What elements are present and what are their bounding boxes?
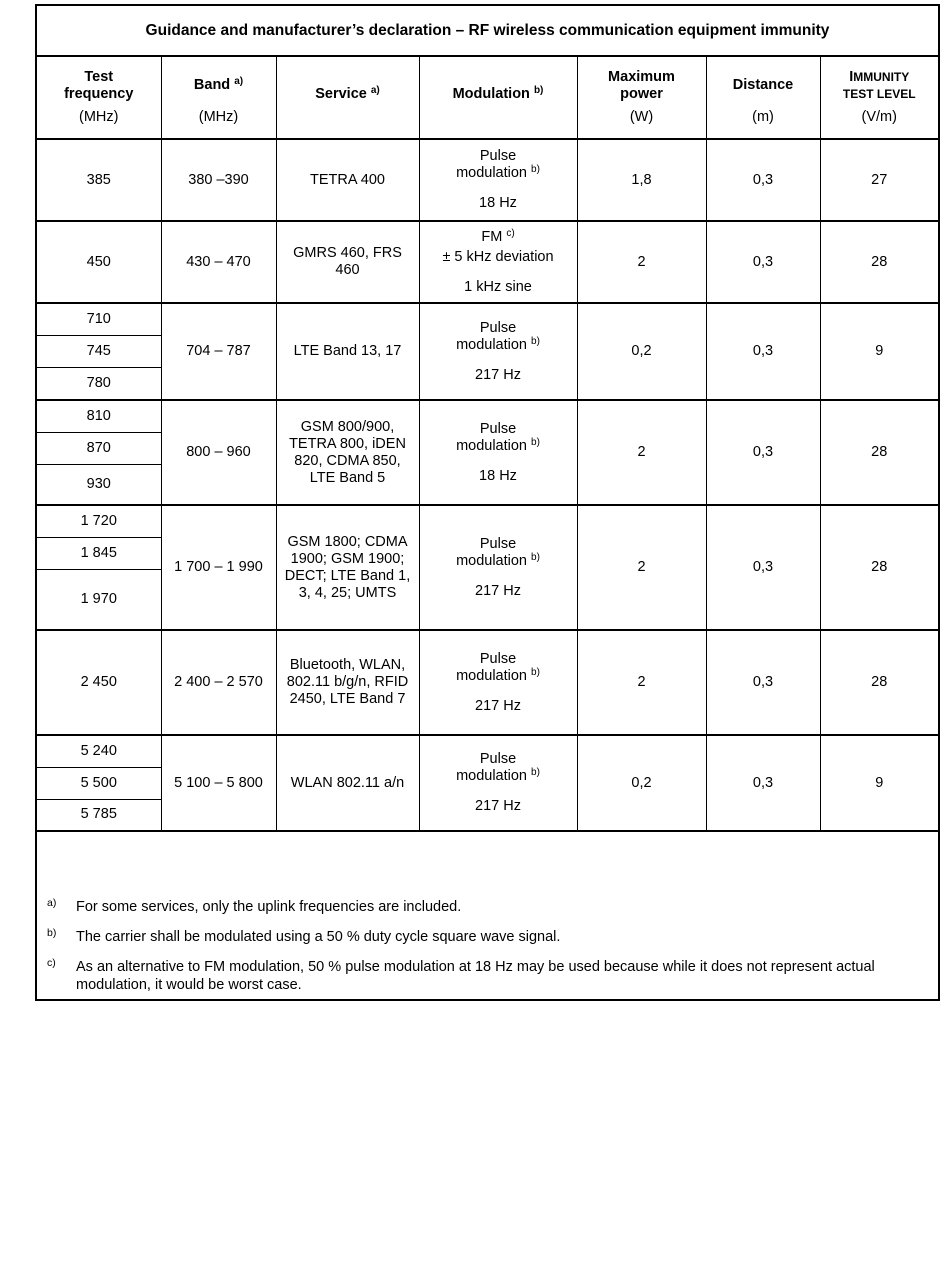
modulation-cell: Pulse modulation $^{b)}$ 217 Hz	[419, 735, 577, 831]
service-cell: LTE Band 13, 17	[276, 303, 419, 400]
header-test-frequency: Test frequency (MHz)	[37, 57, 161, 139]
immunity-level-cell: 27	[820, 139, 938, 221]
modulation-cell: Pulse modulation $^{b)}$ 217 Hz	[419, 630, 577, 735]
declaration-table-frame	[35, 4, 940, 1001]
test-frequency-cell: 810	[37, 400, 161, 432]
max-power-cell: 0,2	[577, 303, 706, 400]
max-power-cell: 2	[577, 221, 706, 303]
header-service: Service $^{a)}$	[276, 57, 419, 139]
service-cell: GMRS 460, FRS 460	[276, 221, 419, 303]
footnotes	[37, 831, 938, 999]
modulation-cell: Pulse modulation $^{b)}$ 217 Hz	[419, 303, 577, 400]
immunity-level-cell: 28	[820, 505, 938, 630]
table-row	[37, 303, 938, 335]
test-frequency-cell: 870	[37, 432, 161, 464]
service-cell: TETRA 400	[276, 139, 419, 221]
max-power-cell: 0,2	[577, 735, 706, 831]
service-cell: Bluetooth, WLAN, 802.11 b/g/n, RFID 2450, LTE Band 7	[276, 630, 419, 735]
max-power-cell: 2	[577, 400, 706, 505]
modulation-cell: Pulse modulation $^{b)}$ 18 Hz	[419, 139, 577, 221]
distance-cell: 0,3	[706, 303, 820, 400]
band-cell: 380 –390	[161, 139, 276, 221]
immunity-table	[37, 57, 938, 832]
service-cell: GSM 800/900, TETRA 800, iDEN 820, CDMA 850, LTE Band 5	[276, 400, 419, 505]
table-row	[37, 505, 938, 537]
band-cell: 704 – 787	[161, 303, 276, 400]
service-cell: WLAN 802.11 a/n	[276, 735, 419, 831]
test-frequency-cell: 1 845	[37, 537, 161, 569]
band-cell: 2 400 – 2 570	[161, 630, 276, 735]
table-title: Guidance and manufacturer’s declaration – RF wireless communication equipment immunity	[37, 6, 938, 57]
footnote-b: b) The carrier shall be modulated using a 50 % duty cycle square wave signal.	[47, 927, 561, 945]
modulation-cell: Pulse modulation $^{b)}$ 18 Hz	[419, 400, 577, 505]
table-row	[37, 221, 938, 303]
max-power-cell: 1,8	[577, 139, 706, 221]
distance-cell: 0,3	[706, 400, 820, 505]
immunity-level-cell: 28	[820, 400, 938, 505]
immunity-level-cell: 28	[820, 630, 938, 735]
test-frequency-cell: 2 450	[37, 630, 161, 735]
header-distance: Distance (m)	[706, 57, 820, 139]
footnote-c: c) As an alternative to FM modulation, 50 % pulse modulation at 18 Hz may be used because while it does not represent actual modulation, it would be worst case.	[47, 957, 875, 993]
distance-cell: 0,3	[706, 735, 820, 831]
test-frequency-cell: 710	[37, 303, 161, 335]
immunity-level-cell: 9	[820, 303, 938, 400]
test-frequency-cell: 450	[37, 221, 161, 303]
header-row	[37, 57, 938, 139]
modulation-cell: FM $^{c)}$ ± 5 kHz deviation 1 kHz sine	[419, 221, 577, 303]
header-modulation: Modulation $^{b)}$	[419, 57, 577, 139]
test-frequency-cell: 385	[37, 139, 161, 221]
test-frequency-cell: 1 720	[37, 505, 161, 537]
test-frequency-cell: 1 970	[37, 569, 161, 630]
table-row	[37, 139, 938, 221]
test-frequency-cell: 5 240	[37, 735, 161, 767]
service-cell: GSM 1800; CDMA 1900; GSM 1900; DECT; LTE Band 1, 3, 4, 25; UMTS	[276, 505, 419, 630]
distance-cell: 0,3	[706, 630, 820, 735]
test-frequency-cell: 5 500	[37, 767, 161, 799]
test-frequency-cell: 5 785	[37, 799, 161, 831]
distance-cell: 0,3	[706, 139, 820, 221]
immunity-level-cell: 9	[820, 735, 938, 831]
max-power-cell: 2	[577, 505, 706, 630]
modulation-cell: Pulse modulation $^{b)}$ 217 Hz	[419, 505, 577, 630]
table-row	[37, 630, 938, 735]
band-cell: 1 700 – 1 990	[161, 505, 276, 630]
distance-cell: 0,3	[706, 221, 820, 303]
test-frequency-cell: 745	[37, 335, 161, 367]
table-row	[37, 400, 938, 432]
header-immunity-test-level: IMMUNITY TEST LEVEL (V/m)	[820, 57, 938, 139]
band-cell: 430 – 470	[161, 221, 276, 303]
max-power-cell: 2	[577, 630, 706, 735]
header-band: Band $^{a)}$ (MHz)	[161, 57, 276, 139]
distance-cell: 0,3	[706, 505, 820, 630]
header-max-power: Maximum power (W)	[577, 57, 706, 139]
band-cell: 800 – 960	[161, 400, 276, 505]
footnote-a: a) For some services, only the uplink frequencies are included.	[47, 897, 462, 915]
immunity-level-cell: 28	[820, 221, 938, 303]
test-frequency-cell: 780	[37, 367, 161, 400]
test-frequency-cell: 930	[37, 464, 161, 505]
band-cell: 5 100 – 5 800	[161, 735, 276, 831]
table-row	[37, 735, 938, 767]
